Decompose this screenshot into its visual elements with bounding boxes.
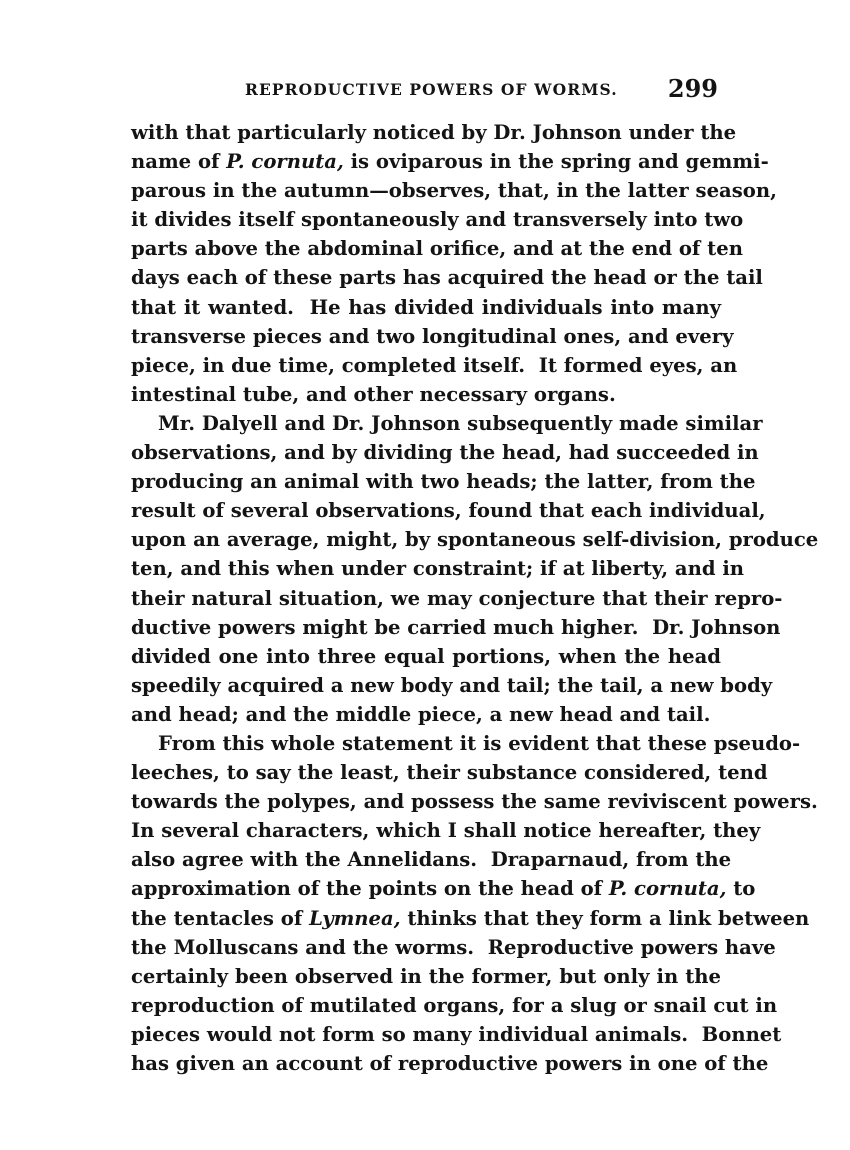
text-line xyxy=(131,904,810,933)
line-text: is oviparous in the spring and gemmi- xyxy=(343,150,769,174)
text-line xyxy=(131,816,761,845)
line-text: towards the polypes, and possess the same reviviscent powers. xyxy=(131,790,818,814)
line-text: to xyxy=(726,877,756,901)
text-line xyxy=(131,525,819,554)
text-line xyxy=(131,845,732,874)
line-text: parts above the abdominal orifice, and at the end of ten xyxy=(131,237,743,261)
text-line xyxy=(131,438,759,467)
text-line xyxy=(131,758,768,787)
text-line xyxy=(131,671,773,700)
line-text: thinks that they form a link between xyxy=(400,906,810,930)
line-text: has given an account of reproductive powers in one of the xyxy=(131,1052,769,1075)
line-text: their natural situation, we may conjecture that their repro- xyxy=(131,586,783,610)
line-text: transverse pieces and two longitudinal ones, and every xyxy=(131,324,734,348)
line-text: it divides itself spontaneously and transversely into two xyxy=(131,208,744,232)
line-text: reproduction of mutilated organs, for a slug or snail cut in xyxy=(131,993,778,1017)
text-line xyxy=(131,1049,769,1078)
text-line xyxy=(131,1020,782,1049)
line-text: parous in the autumn—observes, that, in the latter season, xyxy=(131,179,777,203)
text-line xyxy=(131,147,769,176)
paragraph xyxy=(131,729,818,1078)
text-line xyxy=(131,554,745,583)
text-line xyxy=(131,584,783,613)
page-number: 299 xyxy=(667,74,718,103)
line-text: that it wanted. He has divided individuals into many xyxy=(131,295,721,319)
line-text: producing an animal with two heads; the latter, from the xyxy=(131,470,756,494)
paragraph xyxy=(131,118,777,409)
text-line xyxy=(131,962,721,991)
line-text: divided one into three equal portions, when the head xyxy=(131,644,721,668)
running-head xyxy=(130,76,720,102)
line-text: the Molluscans and the worms. Reproductive powers have xyxy=(131,935,776,959)
text-line xyxy=(131,642,721,671)
text-line xyxy=(131,787,818,816)
italic-text: P. cornuta, xyxy=(226,150,344,174)
text-line xyxy=(131,874,756,903)
text-line xyxy=(131,729,801,758)
text-line xyxy=(131,118,737,147)
text-line xyxy=(131,176,777,205)
text-line xyxy=(131,263,763,292)
line-text: piece, in due time, completed itself. It formed eyes, an xyxy=(131,353,738,377)
line-text: upon an average, might, by spontaneous self-division, produce xyxy=(131,528,819,552)
running-title: REPRODUCTIVE POWERS OF WORMS. xyxy=(245,80,618,99)
italic-text: Lymnea, xyxy=(309,906,401,930)
paragraph xyxy=(131,409,819,729)
text-line xyxy=(131,991,778,1020)
text-line xyxy=(131,700,721,729)
text-line xyxy=(131,380,721,409)
line-text: speedily acquired a new body and tail; the tail, a new body xyxy=(131,673,773,697)
line-text: leeches, to say the least, their substance considered, tend xyxy=(131,761,768,785)
text-line xyxy=(131,613,781,642)
text-line xyxy=(131,496,766,525)
text-line xyxy=(131,234,743,263)
line-text: certainly been observed in the former, but only in the xyxy=(131,964,721,988)
line-text: name of xyxy=(131,150,227,174)
line-text: observations, and by dividing the head, had succeeded in xyxy=(131,441,759,465)
body-text xyxy=(131,118,819,1078)
text-line xyxy=(131,467,756,496)
text-line xyxy=(131,933,776,962)
line-text: also agree with the Annelidans. Draparnaud, from the xyxy=(131,848,732,872)
text-line xyxy=(131,322,734,351)
line-text: and head; and the middle piece, a new head and tail. xyxy=(131,702,711,726)
line-text: From this whole statement it is evident that these pseudo- xyxy=(158,731,801,755)
line-text: intestinal tube, and other necessary organs. xyxy=(131,382,616,406)
line-text: approximation of the points on the head of xyxy=(131,877,609,901)
italic-text: P. cornuta, xyxy=(608,877,727,901)
line-text: ten, and this when under constraint; if at liberty, and in xyxy=(131,557,745,581)
text-line xyxy=(131,409,763,438)
line-text: result of several observations, found that each individual, xyxy=(131,499,766,523)
line-text: with that particularly noticed by Dr. Johnson under the xyxy=(131,121,737,144)
line-text: days each of these parts has acquired the head or the tail xyxy=(131,266,763,290)
line-text: pieces would not form so many individual animals. Bonnet xyxy=(131,1022,782,1046)
line-text: ductive powers might be carried much higher. Dr. Johnson xyxy=(131,615,781,639)
line-text: Mr. Dalyell and Dr. Johnson subsequently made similar xyxy=(158,411,763,435)
text-line xyxy=(131,351,738,380)
text-line xyxy=(131,205,744,234)
line-text: the tentacles of xyxy=(131,906,310,930)
text-line xyxy=(131,293,721,322)
line-text: In several characters, which I shall notice hereafter, they xyxy=(131,819,761,843)
